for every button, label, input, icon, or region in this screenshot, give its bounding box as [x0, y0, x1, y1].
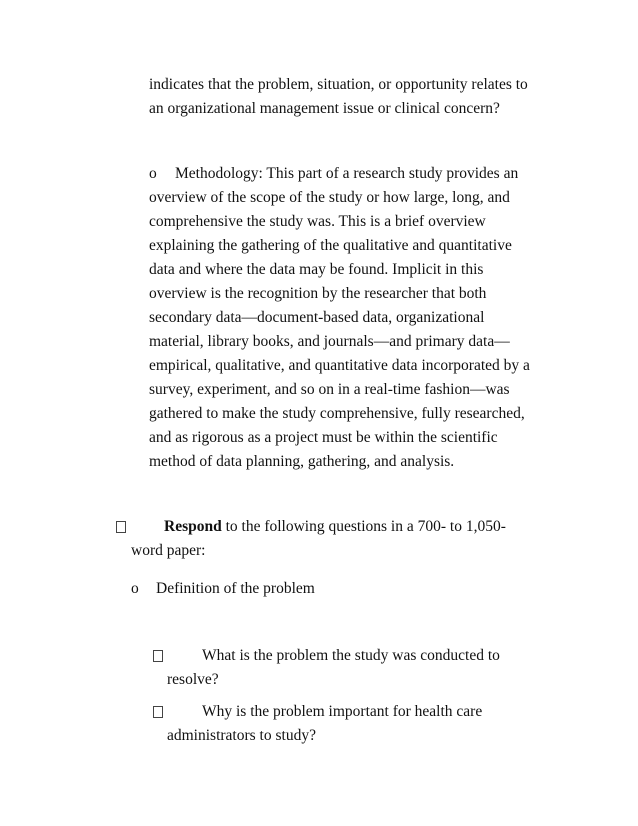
question-line: What is the problem the study was conducted to — [202, 647, 500, 664]
square-bullet-icon — [116, 521, 126, 533]
sub-bullet-marker: o — [149, 165, 157, 182]
respond-line — [164, 518, 506, 537]
respond-bold: Respond — [164, 518, 222, 535]
definition-heading: Definition of the problem — [156, 580, 315, 597]
paragraph-line: indicates that the problem, situation, or opportunity relates to — [149, 76, 528, 93]
square-bullet-icon — [153, 650, 163, 662]
square-bullet-icon — [153, 706, 163, 718]
question-line: resolve? — [167, 671, 219, 688]
methodology-line: overview is the recognition by the researcher that both — [149, 285, 487, 302]
respond-line: word paper: — [131, 542, 206, 559]
methodology-line: secondary data—document-based data, organizational — [149, 309, 485, 326]
methodology-line: comprehensive the study was. This is a brief overview — [149, 213, 486, 230]
question-line: administrators to study? — [167, 727, 316, 744]
methodology-line: material, library books, and journals—and primary data— — [149, 333, 510, 350]
methodology-line: and as rigorous as a project must be within the scientific — [149, 429, 498, 446]
methodology-line: survey, experiment, and so on in a real-time fashion—was — [149, 381, 510, 398]
methodology-line: gathered to make the study comprehensive, fully researched, — [149, 405, 525, 422]
respond-rest: to the following questions in a 700- to 1,050- — [221, 518, 506, 535]
methodology-line: method of data planning, gathering, and analysis. — [149, 453, 455, 470]
methodology-line: explaining the gathering of the qualitative and quantitative — [149, 237, 512, 254]
paragraph-line: an organizational management issue or clinical concern? — [149, 100, 500, 117]
methodology-line: Methodology: This part of a research study provides an — [175, 165, 519, 182]
methodology-line: empirical, qualitative, and quantitative data incorporated by a — [149, 357, 530, 374]
question-line: Why is the problem important for health care — [202, 703, 483, 720]
sub-bullet-marker: o — [131, 580, 139, 597]
methodology-line: data and where the data may be found. Implicit in this — [149, 261, 484, 278]
methodology-line: overview of the scope of the study or how large, long, and — [149, 189, 510, 206]
